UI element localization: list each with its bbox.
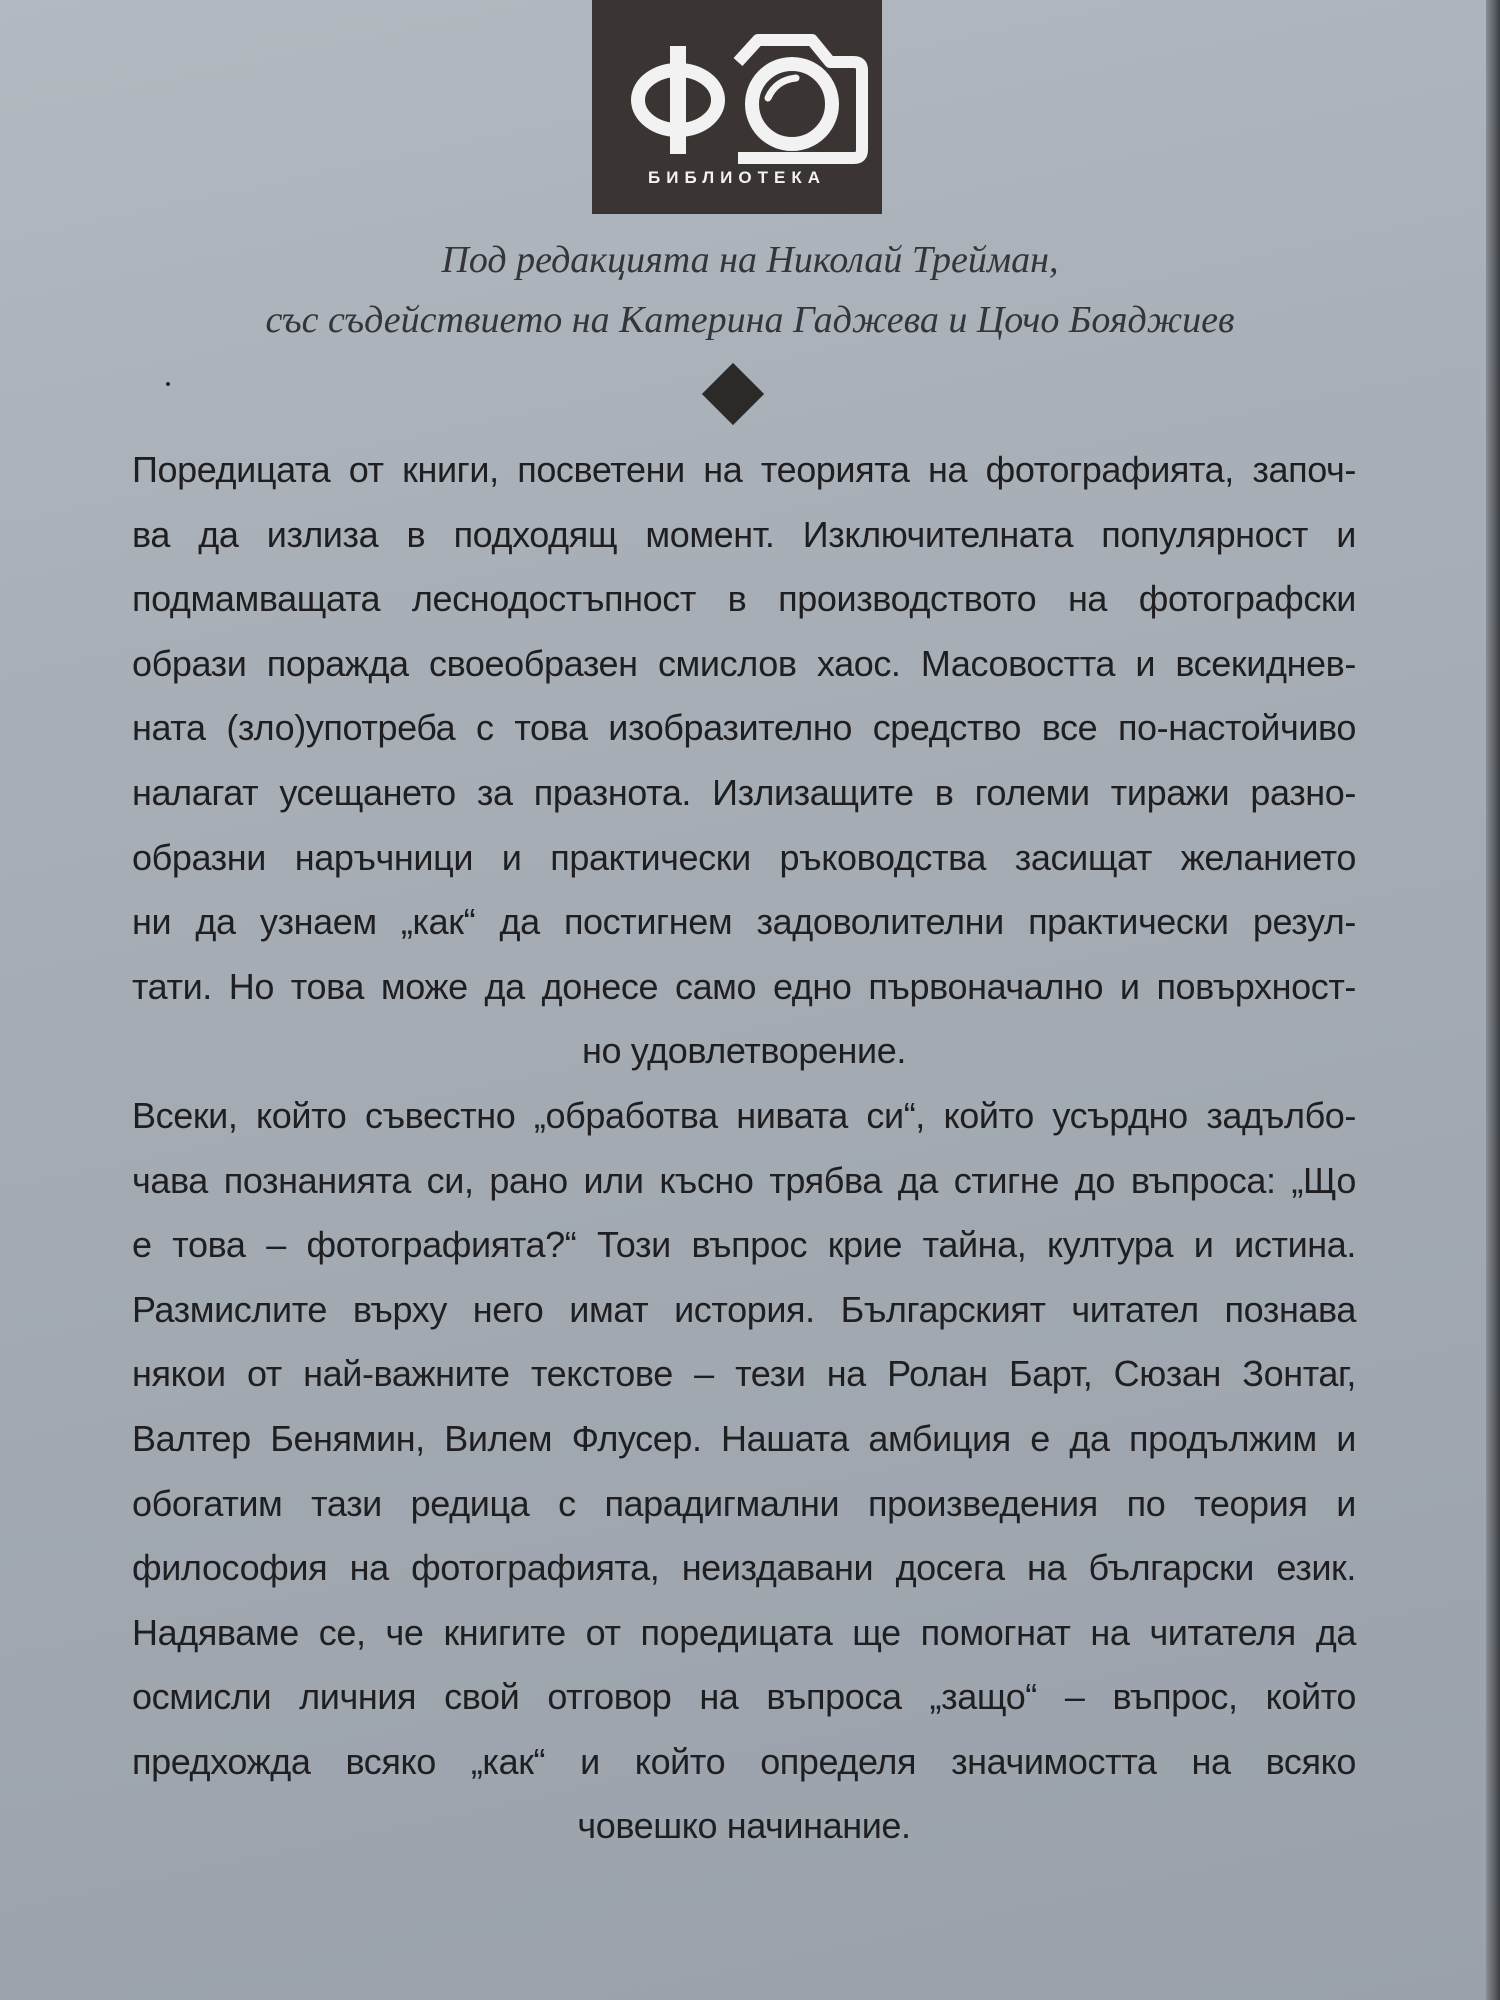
text-line: Надяваме се, че книгите от поредицата ще помогнат на читателя да [132,1611,1356,1653]
text-line: тати. Но това може да донесе само едно първоначално и повърхност- [132,965,1356,1007]
print-speck [166,382,170,386]
logo-caption: БИБЛИОТЕКА [648,168,826,187]
text-line: философия на фотографията, неиздавани досега на български език. [132,1547,1356,1589]
text-line: Всеки, който съвестно „обработва нивата си“, който усърдно задълбо- [132,1094,1356,1136]
text-line: подмамващата леснодостъпност в производството на фотографски [132,578,1356,620]
text-line: ната (зло)употреба с това изобразително средство все по-настойчиво [132,707,1356,749]
text-line: образни наръчници и практически ръководства засищат желанието [132,836,1356,878]
editors-line-1: Под редакцията на Николай Трейман, [441,239,1059,281]
text-line: налагат усещането за празнота. Излизащите в големи тиражи разно- [132,771,1356,813]
text-line: Валтер Бенямин, Вилем Флусер. Нашата амбиция е да продължим и [132,1417,1356,1459]
text-line: осмисли личния свой отговор на въпроса „защо“ – въпрос, който [132,1676,1356,1718]
text-line: Размислите върху него имат история. Българският читател познава [132,1288,1356,1330]
series-description [132,438,1356,1859]
series-logo [592,0,882,214]
text-line: чава познанията си, рано или късно трябва да стигне до въпроса: „Що [132,1159,1356,1201]
text-line: Поредицата от книги, посветени на теорията на фотографията, започ- [132,449,1356,490]
text-line: човешко начинание. [577,1805,911,1847]
diamond-icon [702,363,764,425]
text-line: е това – фотографията?“ Този въпрос крие тайна, култура и истина. [132,1224,1356,1266]
text-line: образи поражда своеобразен смислов хаос. Масовостта и всекиднев- [132,642,1356,684]
editors-credit [150,230,1350,350]
book-spine-edge [1486,0,1500,2000]
text-line: някои от най-важните текстове – тези на Ролан Барт, Сюзан Зонтаг, [132,1353,1356,1395]
text-line: ва да излиза в подходящ момент. Изключителната популярност и [132,513,1356,555]
text-line: ни да узнаем „как“ да постигнем задоволителни практически резул- [132,901,1356,943]
text-line: предхожда всяко „как“ и който определя значимостта на всяко [132,1740,1356,1782]
text-line: но удовлетворение. [582,1030,906,1072]
editors-line-2: със съдействието на Катерина Гаджева и Цочо Бояджиев [265,299,1235,341]
text-line: обогатим тази редица с парадигмални произведения по теория и [132,1482,1356,1524]
